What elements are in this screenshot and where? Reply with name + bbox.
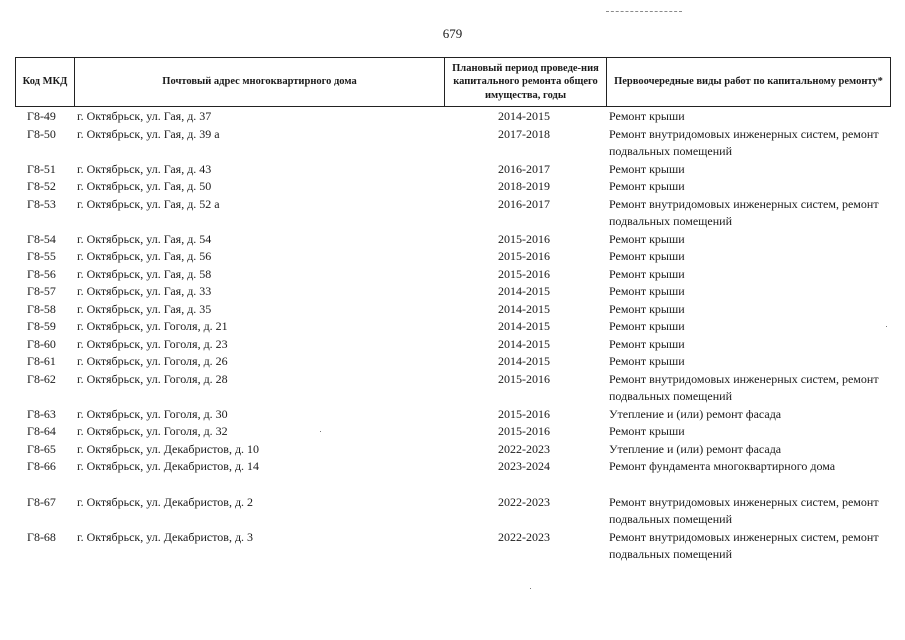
period-cell: 2017-2018 [498,126,550,141]
header-period: Плановый период проведе-ния капитального ремонта общего имущества, годы [444,58,606,106]
page-number: 679 [442,26,463,41]
code-cell: Г8-66 [27,459,56,473]
code-cell: Г8-50 [27,126,56,141]
table-row [15,336,891,354]
table-row [15,266,891,284]
works-cell: Ремонт крыши [609,231,685,246]
table-row [15,196,891,231]
scan-mark-line [606,11,682,12]
address-cell: г. Октябрьск, ул. Декабристов, д. 2 [77,494,254,509]
code-cell: Г8-51 [27,161,56,176]
code-cell: Г8-59 [27,319,56,333]
table-row [15,283,891,301]
table-row [15,423,891,441]
address-cell: г. Октябрьск, ул. Гая, д. 54 [77,231,212,246]
period-cell: 2014-2015 [498,109,550,123]
works-cell: Ремонт внутридомовых инженерных систем, ремонт подвальных помещений [609,371,879,403]
table-header [15,57,891,107]
works-cell: Ремонт внутридомовых инженерных систем, ремонт подвальных помещений [609,529,879,561]
table-row [15,353,891,371]
period-cell: 2014-2015 [498,354,550,368]
code-cell: Г8-52 [27,179,56,193]
code-cell: Г8-58 [27,301,56,316]
address-cell: г. Октябрьск, ул. Гая, д. 52 а [77,196,220,211]
address-cell: г. Октябрьск, ул. Гая, д. 58 [77,266,212,281]
code-cell: Г8-65 [27,441,56,456]
works-cell: Ремонт крыши [609,179,685,193]
period-cell: 2015-2016 [498,371,550,386]
code-cell: Г8-57 [27,284,56,298]
code-cell: Г8-62 [27,371,56,386]
table-row [15,458,891,476]
address-cell: г. Октябрьск, ул. Гая, д. 39 а [77,126,220,141]
code-cell: Г8-49 [27,109,56,123]
address-cell: г. Октябрьск, ул. Гая, д. 43 [77,161,212,176]
table-row [15,126,891,161]
works-cell: Ремонт крыши [609,301,685,316]
scan-speck [530,588,531,589]
period-cell: 2018-2019 [498,179,550,193]
period-cell: 2015-2016 [498,231,550,246]
code-cell: Г8-53 [27,196,56,211]
period-cell: 2022-2023 [498,529,550,544]
table-row [15,178,891,196]
works-cell: Утепление и (или) ремонт фасада [609,441,782,456]
table-row [15,301,891,319]
period-cell: 2014-2015 [498,319,550,333]
works-cell: Ремонт внутридомовых инженерных систем, ремонт подвальных помещений [609,494,879,526]
address-cell: г. Октябрьск, ул. Гая, д. 56 [77,249,212,263]
period-cell: 2015-2016 [498,424,550,438]
table-row [15,406,891,424]
period-cell: 2022-2023 [498,441,550,456]
table-row [15,108,891,126]
period-cell: 2015-2016 [498,249,550,263]
address-cell: г. Октябрьск, ул. Гоголя, д. 30 [77,406,228,421]
code-cell: Г8-67 [27,494,56,509]
address-cell: г. Октябрьск, ул. Гоголя, д. 28 [77,371,228,386]
table-row [15,441,891,459]
works-cell: Ремонт крыши [609,284,685,298]
code-cell: Г8-55 [27,249,56,263]
address-cell: г. Октябрьск, ул. Гоголя, д. 26 [77,354,228,368]
period-cell: 2014-2015 [498,301,550,316]
address-cell: г. Октябрьск, ул. Гоголя, д. 23 [77,336,228,351]
works-cell: Ремонт внутридомовых инженерных систем, ремонт подвальных помещений [609,196,879,228]
address-cell: г. Октябрьск, ул. Гая, д. 33 [77,284,212,298]
period-cell: 2023-2024 [498,459,550,473]
table-row [15,231,891,249]
table-row [15,248,891,266]
works-cell: Ремонт крыши [609,109,685,123]
period-cell: 2014-2015 [498,284,550,298]
works-cell: Ремонт крыши [609,424,685,438]
address-cell: г. Октябрьск, ул. Декабристов, д. 10 [77,441,260,456]
works-cell: Ремонт фундамента многоквартирного дома [609,459,836,473]
code-cell: Г8-60 [27,336,56,351]
scan-speck [886,326,887,327]
works-cell: Ремонт крыши [609,319,685,333]
address-cell: г. Октябрьск, ул. Декабристов, д. 3 [77,529,254,544]
period-cell: 2016-2017 [498,161,550,176]
period-cell: 2014-2015 [498,336,550,351]
code-cell: Г8-68 [27,529,56,544]
table-row [15,529,891,564]
code-cell: Г8-61 [27,354,56,368]
works-cell: Ремонт внутридомовых инженерных систем, ремонт подвальных помещений [609,126,879,158]
header-works: Первоочередные виды работ по капитальному ремонту* [606,58,890,106]
works-cell: Ремонт крыши [609,354,685,368]
works-cell: Ремонт крыши [609,161,685,176]
works-cell: Утепление и (или) ремонт фасада [609,406,782,421]
address-cell: г. Октябрьск, ул. Гая, д. 37 [77,109,212,123]
table-body [15,108,891,564]
table-row [15,161,891,179]
period-cell: 2015-2016 [498,266,550,281]
works-cell: Ремонт крыши [609,336,685,351]
table-row [15,371,891,406]
address-cell: г. Октябрьск, ул. Гая, д. 50 [77,179,212,193]
code-cell: Г8-64 [27,424,56,438]
period-cell: 2022-2023 [498,494,550,509]
table-row [15,494,891,529]
code-cell: Г8-54 [27,231,56,246]
period-cell: 2016-2017 [498,196,550,211]
address-cell: г. Октябрьск, ул. Гоголя, д. 21 [77,319,228,333]
table-row [15,318,891,336]
address-cell: г. Октябрьск, ул. Гоголя, д. 32 [77,424,228,438]
period-cell: 2015-2016 [498,406,550,421]
header-address: Почтовый адрес многоквартирного дома [74,58,444,106]
header-code: Код МКД [22,76,68,88]
address-cell: г. Октябрьск, ул. Декабристов, д. 14 [77,459,260,473]
scan-speck [320,431,321,432]
address-cell: г. Октябрьск, ул. Гая, д. 35 [77,301,212,316]
code-cell: Г8-56 [27,266,56,281]
works-cell: Ремонт крыши [609,266,685,281]
code-cell: Г8-63 [27,406,56,421]
works-cell: Ремонт крыши [609,249,685,263]
